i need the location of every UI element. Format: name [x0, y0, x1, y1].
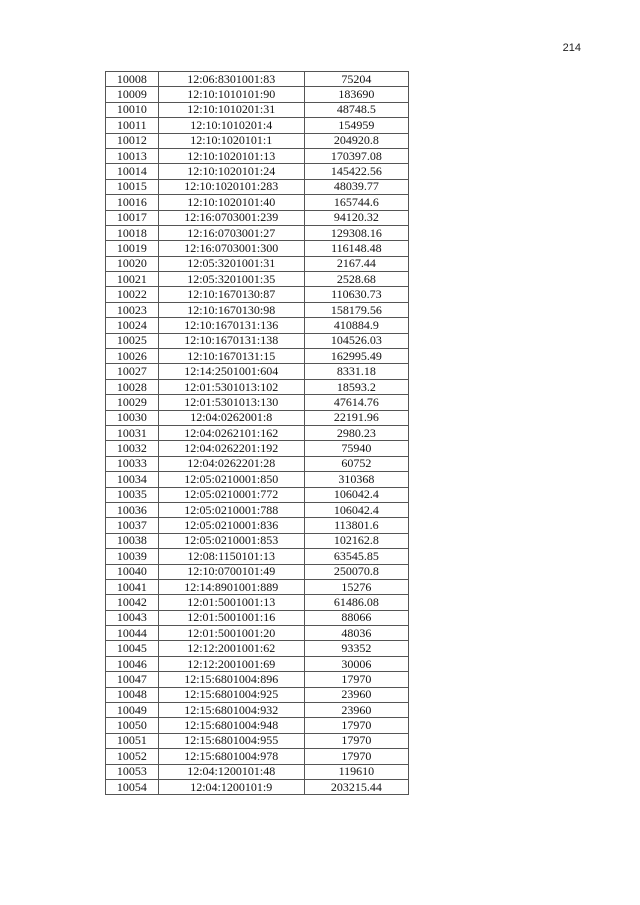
value-cell: 17970	[304, 672, 408, 687]
table-row	[106, 272, 409, 287]
table-row	[106, 118, 409, 133]
table-row	[106, 72, 409, 87]
table-row	[106, 441, 409, 456]
row-number-cell: 10010	[106, 102, 159, 117]
row-number-cell: 10047	[106, 672, 159, 687]
table-row	[106, 364, 409, 379]
cadastral-number-cell: 12:10:1670131:138	[158, 333, 304, 348]
table-row	[106, 148, 409, 163]
table-row	[106, 333, 409, 348]
cadastral-number-cell: 12:05:0210001:850	[158, 472, 304, 487]
cadastral-number-cell: 12:01:5001001:13	[158, 595, 304, 610]
row-number-cell: 10008	[106, 72, 159, 87]
table-row	[106, 379, 409, 394]
table-row	[106, 210, 409, 225]
value-cell: 410884.9	[304, 318, 408, 333]
cadastral-number-cell: 12:10:1670131:15	[158, 349, 304, 364]
table-row	[106, 349, 409, 364]
value-cell: 165744.6	[304, 195, 408, 210]
cadastral-number-cell: 12:04:1200101:9	[158, 779, 304, 794]
cadastral-number-cell: 12:05:0210001:853	[158, 533, 304, 548]
cadastral-number-cell: 12:01:5301013:102	[158, 379, 304, 394]
value-cell: 17970	[304, 733, 408, 748]
table-row	[106, 564, 409, 579]
table-row	[106, 225, 409, 240]
table-row	[106, 549, 409, 564]
value-cell: 75940	[304, 441, 408, 456]
row-number-cell: 10032	[106, 441, 159, 456]
value-cell: 2528.68	[304, 272, 408, 287]
cadastral-number-cell: 12:04:0262201:192	[158, 441, 304, 456]
value-cell: 106042.4	[304, 502, 408, 517]
row-number-cell: 10041	[106, 579, 159, 594]
value-cell: 23960	[304, 687, 408, 702]
cadastral-number-cell: 12:16:0703001:27	[158, 225, 304, 240]
value-cell: 94120.32	[304, 210, 408, 225]
row-number-cell: 10045	[106, 641, 159, 656]
cadastral-number-cell: 12:08:1150101:13	[158, 549, 304, 564]
table-body	[106, 72, 409, 795]
row-number-cell: 10039	[106, 549, 159, 564]
cadastral-number-cell: 12:01:5301013:130	[158, 395, 304, 410]
value-cell: 104526.03	[304, 333, 408, 348]
value-cell: 23960	[304, 703, 408, 718]
table-row	[106, 395, 409, 410]
row-number-cell: 10022	[106, 287, 159, 302]
value-cell: 110630.73	[304, 287, 408, 302]
row-number-cell: 10044	[106, 626, 159, 641]
cadastral-number-cell: 12:10:1020101:13	[158, 148, 304, 163]
cadastral-number-cell: 12:05:0210001:788	[158, 502, 304, 517]
table-row	[106, 410, 409, 425]
cadastral-number-cell: 12:10:1670130:87	[158, 287, 304, 302]
table-row	[106, 487, 409, 502]
cadastral-number-cell: 12:05:3201001:31	[158, 256, 304, 271]
table-row	[106, 318, 409, 333]
row-number-cell: 10025	[106, 333, 159, 348]
row-number-cell: 10021	[106, 272, 159, 287]
cadastral-number-cell: 12:04:0262101:162	[158, 425, 304, 440]
cadastral-number-cell: 12:10:1010201:4	[158, 118, 304, 133]
cadastral-number-cell: 12:10:0700101:49	[158, 564, 304, 579]
table-row	[106, 733, 409, 748]
value-cell: 102162.8	[304, 533, 408, 548]
row-number-cell: 10023	[106, 302, 159, 317]
row-number-cell: 10042	[106, 595, 159, 610]
table-row	[106, 241, 409, 256]
cadastral-number-cell: 12:04:0262201:28	[158, 456, 304, 471]
cadastral-number-cell: 12:10:1020101:283	[158, 179, 304, 194]
row-number-cell: 10037	[106, 518, 159, 533]
cadastral-number-cell: 12:10:1670131:136	[158, 318, 304, 333]
row-number-cell: 10051	[106, 733, 159, 748]
cadastral-value-table	[105, 71, 409, 795]
table-row	[106, 626, 409, 641]
value-cell: 204920.8	[304, 133, 408, 148]
table-row	[106, 533, 409, 548]
table-row	[106, 579, 409, 594]
row-number-cell: 10050	[106, 718, 159, 733]
table-row	[106, 256, 409, 271]
cadastral-number-cell: 12:15:6801004:978	[158, 749, 304, 764]
value-cell: 17970	[304, 749, 408, 764]
value-cell: 8331.18	[304, 364, 408, 379]
cadastral-number-cell: 12:10:1670130:98	[158, 302, 304, 317]
cadastral-number-cell: 12:16:0703001:300	[158, 241, 304, 256]
row-number-cell: 10029	[106, 395, 159, 410]
value-cell: 22191.96	[304, 410, 408, 425]
value-cell: 154959	[304, 118, 408, 133]
row-number-cell: 10013	[106, 148, 159, 163]
value-cell: 93352	[304, 641, 408, 656]
row-number-cell: 10019	[106, 241, 159, 256]
table-row	[106, 672, 409, 687]
cadastral-number-cell: 12:10:1020101:1	[158, 133, 304, 148]
row-number-cell: 10034	[106, 472, 159, 487]
row-number-cell: 10053	[106, 764, 159, 779]
cadastral-number-cell: 12:05:0210001:836	[158, 518, 304, 533]
table-row	[106, 102, 409, 117]
row-number-cell: 10035	[106, 487, 159, 502]
table-row	[106, 779, 409, 794]
row-number-cell: 10026	[106, 349, 159, 364]
value-cell: 17970	[304, 718, 408, 733]
table-row	[106, 133, 409, 148]
row-number-cell: 10012	[106, 133, 159, 148]
table-row	[106, 703, 409, 718]
row-number-cell: 10049	[106, 703, 159, 718]
cadastral-number-cell: 12:14:2501001:604	[158, 364, 304, 379]
row-number-cell: 10020	[106, 256, 159, 271]
table-row	[106, 179, 409, 194]
row-number-cell: 10046	[106, 656, 159, 671]
value-cell: 75204	[304, 72, 408, 87]
value-cell: 30006	[304, 656, 408, 671]
value-cell: 48039.77	[304, 179, 408, 194]
row-number-cell: 10009	[106, 87, 159, 102]
value-cell: 310368	[304, 472, 408, 487]
cadastral-number-cell: 12:12:2001001:69	[158, 656, 304, 671]
table-row	[106, 164, 409, 179]
value-cell: 2980.23	[304, 425, 408, 440]
row-number-cell: 10027	[106, 364, 159, 379]
value-cell: 183690	[304, 87, 408, 102]
table-row	[106, 595, 409, 610]
row-number-cell: 10052	[106, 749, 159, 764]
value-cell: 129308.16	[304, 225, 408, 240]
cadastral-number-cell: 12:04:0262001:8	[158, 410, 304, 425]
row-number-cell: 10030	[106, 410, 159, 425]
row-number-cell: 10054	[106, 779, 159, 794]
cadastral-number-cell: 12:04:1200101:48	[158, 764, 304, 779]
value-cell: 88066	[304, 610, 408, 625]
table-row	[106, 456, 409, 471]
value-cell: 113801.6	[304, 518, 408, 533]
value-cell: 250070.8	[304, 564, 408, 579]
row-number-cell: 10016	[106, 195, 159, 210]
value-cell: 145422.56	[304, 164, 408, 179]
cadastral-number-cell: 12:16:0703001:239	[158, 210, 304, 225]
row-number-cell: 10011	[106, 118, 159, 133]
cadastral-number-cell: 12:15:6801004:932	[158, 703, 304, 718]
value-cell: 170397.08	[304, 148, 408, 163]
value-cell: 2167.44	[304, 256, 408, 271]
value-cell: 119610	[304, 764, 408, 779]
table-row	[106, 87, 409, 102]
value-cell: 162995.49	[304, 349, 408, 364]
table-row	[106, 718, 409, 733]
cadastral-number-cell: 12:14:8901001:889	[158, 579, 304, 594]
row-number-cell: 10043	[106, 610, 159, 625]
table-row	[106, 425, 409, 440]
cadastral-number-cell: 12:01:5001001:16	[158, 610, 304, 625]
table-row	[106, 287, 409, 302]
cadastral-number-cell: 12:10:1010201:31	[158, 102, 304, 117]
table-row	[106, 764, 409, 779]
value-cell: 116148.48	[304, 241, 408, 256]
table-row	[106, 502, 409, 517]
value-cell: 47614.76	[304, 395, 408, 410]
table-row	[106, 472, 409, 487]
cadastral-number-cell: 12:01:5001001:20	[158, 626, 304, 641]
value-cell: 18593.2	[304, 379, 408, 394]
cadastral-number-cell: 12:15:6801004:948	[158, 718, 304, 733]
cadastral-number-cell: 12:05:3201001:35	[158, 272, 304, 287]
row-number-cell: 10018	[106, 225, 159, 240]
row-number-cell: 10028	[106, 379, 159, 394]
value-cell: 63545.85	[304, 549, 408, 564]
row-number-cell: 10036	[106, 502, 159, 517]
row-number-cell: 10040	[106, 564, 159, 579]
table-row	[106, 687, 409, 702]
cadastral-number-cell: 12:10:1010101:90	[158, 87, 304, 102]
table-row	[106, 656, 409, 671]
value-cell: 60752	[304, 456, 408, 471]
table-row	[106, 749, 409, 764]
value-cell: 203215.44	[304, 779, 408, 794]
cadastral-number-cell: 12:15:6801004:896	[158, 672, 304, 687]
cadastral-number-cell: 12:15:6801004:955	[158, 733, 304, 748]
row-number-cell: 10014	[106, 164, 159, 179]
value-cell: 158179.56	[304, 302, 408, 317]
row-number-cell: 10038	[106, 533, 159, 548]
row-number-cell: 10017	[106, 210, 159, 225]
table-row	[106, 195, 409, 210]
cadastral-number-cell: 12:12:2001001:62	[158, 641, 304, 656]
cadastral-number-cell: 12:10:1020101:24	[158, 164, 304, 179]
page-number: 214	[562, 42, 581, 54]
table-row	[106, 641, 409, 656]
row-number-cell: 10024	[106, 318, 159, 333]
row-number-cell: 10015	[106, 179, 159, 194]
table-row	[106, 302, 409, 317]
value-cell: 106042.4	[304, 487, 408, 502]
value-cell: 15276	[304, 579, 408, 594]
cadastral-number-cell: 12:15:6801004:925	[158, 687, 304, 702]
cadastral-number-cell: 12:10:1020101:40	[158, 195, 304, 210]
value-cell: 48748.5	[304, 102, 408, 117]
table-row	[106, 610, 409, 625]
row-number-cell: 10033	[106, 456, 159, 471]
row-number-cell: 10048	[106, 687, 159, 702]
cadastral-number-cell: 12:05:0210001:772	[158, 487, 304, 502]
value-cell: 48036	[304, 626, 408, 641]
table-row	[106, 518, 409, 533]
value-cell: 61486.08	[304, 595, 408, 610]
cadastral-number-cell: 12:06:8301001:83	[158, 72, 304, 87]
row-number-cell: 10031	[106, 425, 159, 440]
